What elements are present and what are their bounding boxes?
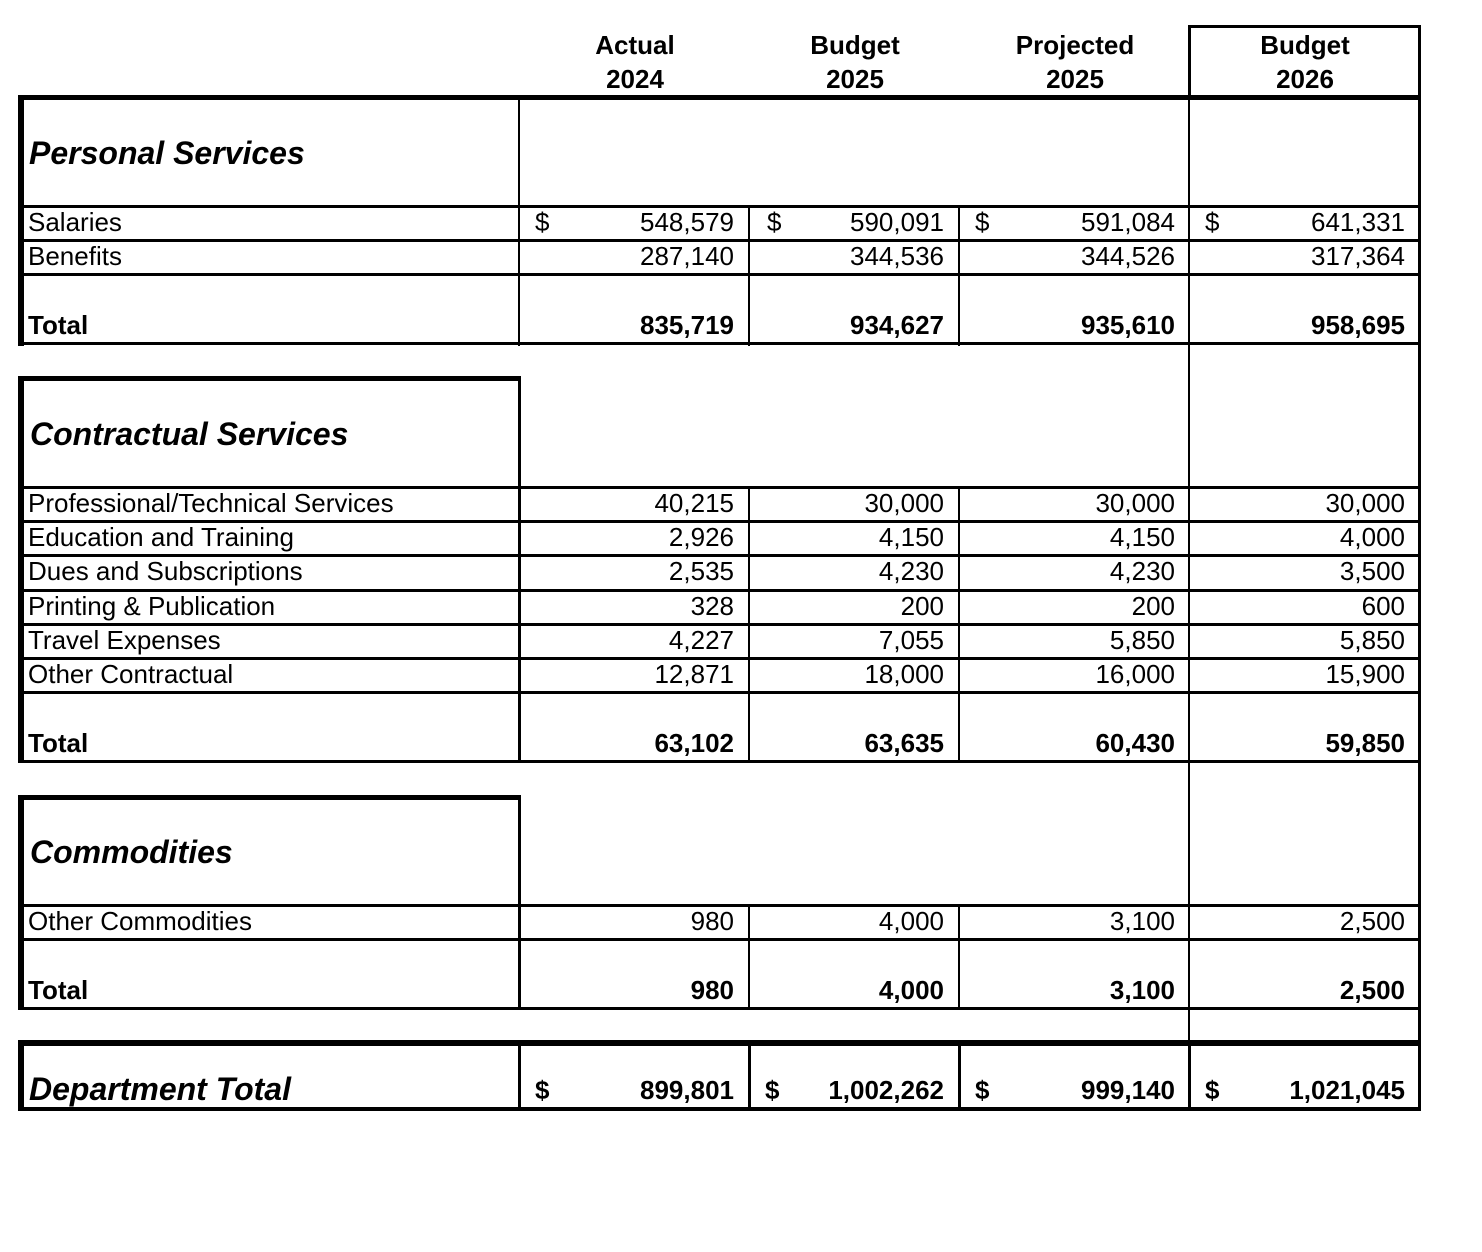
currency-symbol: $ — [535, 1075, 550, 1105]
row-label-salaries: Salaries — [28, 207, 122, 237]
rule — [18, 938, 1421, 941]
section-title-commodities: Commodities — [30, 834, 233, 870]
rule — [18, 795, 521, 800]
cell-travel-budget-2026: 5,850 — [1339, 625, 1405, 655]
currency-symbol: $ — [1205, 207, 1220, 237]
cell-printing-projected-2025: 200 — [1131, 591, 1175, 621]
col-header-line1: Projected — [1015, 30, 1135, 60]
cell-personal-total-budget-2026: 958,695 — [1311, 310, 1405, 340]
cell-other-commodities-actual-2024: 980 — [690, 906, 734, 936]
cell-other-contractual-actual-2024: 12,871 — [654, 659, 734, 689]
cell-commodities-total-budget-2025: 4,000 — [878, 975, 944, 1005]
col-header-line1: Actual — [595, 30, 675, 60]
cell-travel-projected-2025: 5,850 — [1109, 625, 1175, 655]
cell-salaries-actual-2024: 548,579 — [640, 207, 734, 237]
rule — [1418, 763, 1421, 906]
rule — [18, 376, 521, 381]
cell-printing-budget-2025: 200 — [900, 591, 944, 621]
col-header-line2: 2025 — [826, 64, 884, 94]
row-label-travel-expenses: Travel Expenses — [28, 625, 221, 655]
row-label-total: Total — [28, 728, 89, 758]
cell-benefits-actual-2024: 287,140 — [640, 241, 734, 271]
row-label-benefits: Benefits — [28, 241, 122, 271]
cell-professional-budget-2026: 30,000 — [1325, 488, 1405, 518]
row-label-education-training: Education and Training — [28, 522, 294, 552]
cell-benefits-budget-2026: 317,364 — [1311, 241, 1405, 271]
rule — [18, 376, 24, 763]
rule — [18, 1040, 24, 1111]
cell-dues-budget-2026: 3,500 — [1339, 556, 1405, 586]
cell-other-commodities-budget-2026: 2,500 — [1339, 906, 1405, 936]
col-header-projected-2025 — [960, 28, 1190, 96]
col-header-budget-2026 — [1190, 28, 1420, 96]
row-label-printing-publication: Printing & Publication — [28, 591, 276, 621]
cell-dues-projected-2025: 4,230 — [1109, 556, 1175, 586]
rule — [18, 691, 1421, 694]
rule — [18, 1007, 1421, 1010]
rule — [1418, 1040, 1421, 1111]
currency-symbol: $ — [1205, 1075, 1220, 1105]
header-box-left — [1188, 25, 1191, 100]
cell-education-actual-2024: 2,926 — [668, 522, 734, 552]
rule — [1418, 905, 1421, 1042]
row-label-total: Total — [28, 975, 89, 1005]
cell-travel-budget-2025: 7,055 — [878, 625, 944, 655]
cell-professional-actual-2024: 40,215 — [654, 488, 734, 518]
rule — [1188, 763, 1190, 906]
col-header-line2: 2024 — [606, 64, 664, 94]
rule — [18, 95, 24, 346]
currency-symbol: $ — [765, 1075, 780, 1105]
rule — [1418, 98, 1421, 346]
rule — [1418, 345, 1421, 488]
cell-other-commodities-projected-2025: 3,100 — [1109, 906, 1175, 936]
cell-salaries-budget-2025: 590,091 — [850, 207, 944, 237]
cell-education-projected-2025: 4,150 — [1109, 522, 1175, 552]
cell-professional-projected-2025: 30,000 — [1095, 488, 1175, 518]
row-label-dues-subscriptions: Dues and Subscriptions — [28, 556, 303, 586]
cell-education-budget-2026: 4,000 — [1339, 522, 1405, 552]
cell-commodities-total-projected-2025: 3,100 — [1109, 975, 1175, 1005]
row-label-total: Total — [28, 310, 89, 340]
cell-personal-total-actual-2024: 835,719 — [640, 310, 734, 340]
cell-other-commodities-budget-2025: 4,000 — [878, 906, 944, 936]
header-box-top — [1188, 25, 1421, 28]
col-header-line2: 2025 — [1046, 64, 1104, 94]
rule — [18, 273, 1421, 276]
cell-department-total-budget-2025: 1,002,262 — [828, 1075, 944, 1105]
cell-department-total-actual-2024: 899,801 — [640, 1075, 734, 1105]
header-box-right — [1418, 25, 1421, 100]
cell-commodities-total-budget-2026: 2,500 — [1339, 975, 1405, 1005]
row-label-other-contractual: Other Contractual — [28, 659, 234, 689]
rule — [18, 760, 1421, 763]
col-header-budget-2025 — [750, 28, 960, 96]
rule — [18, 95, 1421, 100]
cell-contractual-total-budget-2026: 59,850 — [1325, 728, 1405, 758]
col-header-line1: Budget — [1260, 30, 1350, 60]
section-title-contractual-services: Contractual Services — [30, 416, 349, 452]
department-total-label: Department Total — [29, 1071, 291, 1107]
cell-department-total-projected-2025: 999,140 — [1081, 1075, 1175, 1105]
col-header-line1: Budget — [810, 30, 900, 60]
cell-contractual-total-actual-2024: 63,102 — [654, 728, 734, 758]
cell-other-contractual-budget-2025: 18,000 — [864, 659, 944, 689]
cell-printing-actual-2024: 328 — [690, 591, 734, 621]
cell-personal-total-projected-2025: 935,610 — [1081, 310, 1175, 340]
currency-symbol: $ — [975, 207, 990, 237]
cell-contractual-total-projected-2025: 60,430 — [1095, 728, 1175, 758]
cell-dues-budget-2025: 4,230 — [878, 556, 944, 586]
rule — [18, 342, 1421, 345]
cell-salaries-budget-2026: 641,331 — [1311, 207, 1405, 237]
cell-education-budget-2025: 4,150 — [878, 522, 944, 552]
cell-professional-budget-2025: 30,000 — [864, 488, 944, 518]
cell-benefits-budget-2025: 344,536 — [850, 241, 944, 271]
currency-symbol: $ — [975, 1075, 990, 1105]
cell-department-total-budget-2026: 1,021,045 — [1289, 1075, 1405, 1105]
cell-printing-budget-2026: 600 — [1361, 591, 1405, 621]
cell-other-contractual-projected-2025: 16,000 — [1095, 659, 1175, 689]
cell-other-contractual-budget-2026: 15,900 — [1325, 659, 1405, 689]
rule — [1188, 345, 1190, 488]
cell-contractual-total-budget-2025: 63,635 — [864, 728, 944, 758]
cell-benefits-projected-2025: 344,526 — [1081, 241, 1175, 271]
row-label-professional-technical: Professional/Technical Services — [28, 488, 394, 518]
cell-personal-total-budget-2025: 934,627 — [850, 310, 944, 340]
cell-salaries-projected-2025: 591,084 — [1081, 207, 1175, 237]
currency-symbol: $ — [767, 207, 782, 237]
cell-commodities-total-actual-2024: 980 — [690, 975, 734, 1005]
row-label-other-commodities: Other Commodities — [28, 906, 252, 936]
section-title-personal-services: Personal Services — [29, 135, 305, 171]
rule — [18, 1040, 1421, 1046]
cell-travel-actual-2024: 4,227 — [668, 625, 734, 655]
rule — [18, 795, 24, 1010]
col-header-line2: 2026 — [1276, 64, 1334, 94]
cell-dues-actual-2024: 2,535 — [668, 556, 734, 586]
col-header-actual-2024 — [520, 28, 750, 96]
currency-symbol: $ — [535, 207, 550, 237]
